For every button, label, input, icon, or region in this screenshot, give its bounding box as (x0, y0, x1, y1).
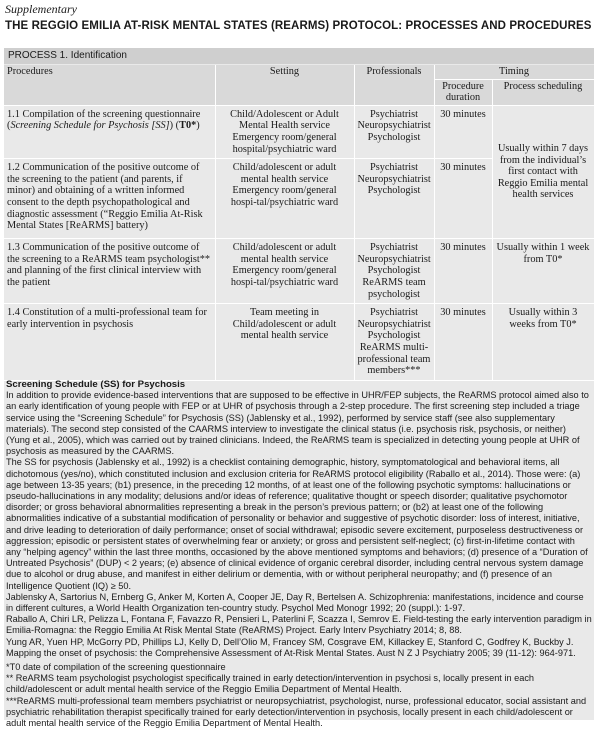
notes-heading: Screening Schedule (SS) for Psychosis (6, 379, 186, 390)
setting-cell: Child/Adolescent or Adult Mental Health service Emergency room/general hospital/psychiatric ward (215, 105, 354, 158)
footnote: *T0 date of compilation of the screening questionnaire (6, 662, 226, 673)
supplementary-label: Supplementary (5, 2, 77, 16)
reference: Jablensky A, Sartorius N, Ernberg G, Anker M, Korten A, Cooper JE, Day R, Bertelsen A. Schizophrenia: manifestations, incidence and course in different cultures, a World Health Organization ten-country study. Psychol Med Monogr 1992; 20 (suppl.): 1-97. (6, 591, 584, 614)
professionals-cell: Psychiatrist Neuropsychiatrist Psychologist (354, 105, 434, 158)
setting-cell: Child/adolescent or adult mental health service Emergency room/general hospi-tal/psychiatric ward (215, 239, 354, 304)
process-label: PROCESS 1. Identification (8, 50, 127, 61)
reference: Raballo A, Chiri LR, Pelizza L, Fontana F, Favazzo R, Pensieri L, Paterlini F, Scazza I, Semrov E. Field-testing the early intervention paradigm in Emilia-Romagna: the Reggio Emilia At Risk Mental State (ReARMS) Project. Early Interv Psychiatry 2014; 8, 88. (6, 614, 592, 636)
notes-section (6, 379, 592, 729)
col-professionals: Professionals (354, 65, 434, 105)
duration-cell: 30 minutes (434, 159, 492, 239)
professionals-cell: Psychiatrist Neuropsychiatrist Psychologist ReARMS team psychologist (354, 239, 434, 304)
procedure-cell: 1.4 Constitution of a multi-professional team for early intervention in psychosis (4, 304, 215, 381)
professionals-cell: Psychiatrist Neuropsychiatrist Psychologist ReARMS multi-professional team members*** (354, 304, 434, 381)
procedures-table (4, 65, 595, 381)
document-title: THE REGGIO EMILIA AT-RISK MENTAL STATES (REARMS) PROTOCOL: PROCESSES AND PROCEDURES (5, 20, 592, 32)
footnote: ***ReARMS multi-professional team members psychiatrist or neuropsychiatrist, psychologist, nurse, professional educator, social assistant and psychiatric rehabilitation therapist specifically trained for early detection/intervention in psychosis, locally present in each child/adolescent or adult mental health service of the Reggio Emilia Department of Mental Health. (6, 695, 587, 729)
setting-cell: Team meeting in Child/adolescent or adult mental health service (215, 304, 354, 381)
duration-cell: 30 minutes (434, 105, 492, 158)
procedure-cell: 1.2 Communication of the positive outcome of the screening to the patient (and parents, if minor) and obtaining of a written informed consent to the depth psychopathological and diagnostic assessment (“Reggio Emilia At-Risk Mental States [ReARMS] battery) (4, 159, 215, 239)
scheduling-cell: Usually within 1 week from T0* (492, 239, 594, 304)
table-row (4, 304, 594, 381)
setting-cell: Child/adolescent or adult mental health service Emergency room/general hospi-tal/psychiatric ward (215, 159, 354, 239)
col-scheduling: Process scheduling (492, 79, 594, 105)
col-timing: Timing (434, 65, 594, 79)
duration-cell: 30 minutes (434, 239, 492, 304)
process-heading (4, 48, 594, 64)
duration-cell: 30 minutes (434, 304, 492, 381)
reference: Yung AR, Yuen HP, McGorry PD, Phillips LJ, Kelly D, Dell’Olio M, Francey SM, Cosgrave EM, Killackey E, Stanford C, Godfrey K, Buckby J. Mapping the onset of psychosis: the Comprehensive Assessment of At-Risk Mental States. Aust N Z J Psychiatry 2005; 39 (11-12): 964-971. (6, 636, 576, 658)
professionals-cell: Psychiatrist Neuropsychiatrist Psychologist (354, 159, 434, 239)
scheduling-cell: Usually within 3 weeks from T0* (492, 304, 594, 381)
procedure-cell: 1.3 Communication of the positive outcome of the screening to a ReARMS team psychologist** and planning of the first clinical interview with the patient (4, 239, 215, 304)
col-duration: Procedure duration (434, 79, 492, 105)
col-procedures: Procedures (4, 65, 215, 105)
procedure-cell: 1.1 Compilation of the screening questionnaire (Screening Schedule for Psychosis [SS]) (T0*) (4, 105, 215, 158)
notes-paragraph: The SS for psychosis (Jablensky et al., 1992) is a checklist containing demographic, history, symptomatological and behavioral items, all dichotomous (yes/no), which constituted inclusion and exclusion criteria for ReARMS protocol eligibility (Raballo et al., 2014). Those were: (a) age between 13-35 years; (b1) presence, in the preceding 12 months, of at least one of the following psychotic symptoms: hallucinations or pseudo-hallucinations in any modality; delusions and/or ideas of reference; qualitative thought or speech disorder; qualitative psychomotor disorder; or gross behavioral abnormalities representing a break in the person’s previous pattern; or (b2) at least one of the following abnormalities indicative of a substantial modification of personality or behavior and suggestive of psychotic disorder: loss of interest, initiative, and drive leading to deterioration of daily performance; onset of social withdrawal; episodic severe excitement, purposeless destructiveness or aggression; episodic or persistent states of overwhelming fear or anxiety; or gross and persistent self-neglect; (c) first-in-lifetime contact with any “helping agency” within the last three months, occasioned by the above mentioned symptoms and behaviors; (d) presence of a “Duration of Untreated Psychosis” (DUP) < 2 years; (e) absence of clinical evidence of organic cerebral disorder, including central nervous system damage due to alcohol or drug abuse, and manifest in either delirium or dementia, with or without peripheral neuropathy; and (f) presence of an Intelligence Quotient (IQ) ≥ 50. (6, 457, 588, 591)
col-setting: Setting (215, 65, 354, 105)
table-row (4, 239, 594, 304)
footnote: ** ReARMS team psychologist psychologist specifically trained in early detection/intervention in psychosi s, locally present in each child/adolescent or adult mental health service of the Reggio Emilia Department of Mental Health. (6, 673, 535, 695)
scheduling-cell: Usually within 7 days from the individual’s first contact with Reggio Emilia mental health services (492, 105, 594, 238)
table-header-row (4, 65, 594, 79)
notes-paragraph: In addition to provide evidence-based interventions that are supposed to be effective in UHR/FEP subjects, the ReARMS protocol aimed also to an early identification of young people with FEP or at UHR of psychosis through a 2-step procedure. The first screening step included a triage service using the “Screening Schedule” for Psychosis (SS) (Jablensky et al., 1992), performed by service staff (see also supplementary materials). The second step consisted of the CAARMS interview to investigate the clinical status (i.e. psychosis risk, psychosis, or neither) (Yung et al., 2005), which was carried out by trained clinicians. Indeed, the ReARMS team is specialized in detecting young people at UHR of psychosis as measured by the CAARMS. (6, 390, 589, 457)
table-row (4, 105, 594, 158)
